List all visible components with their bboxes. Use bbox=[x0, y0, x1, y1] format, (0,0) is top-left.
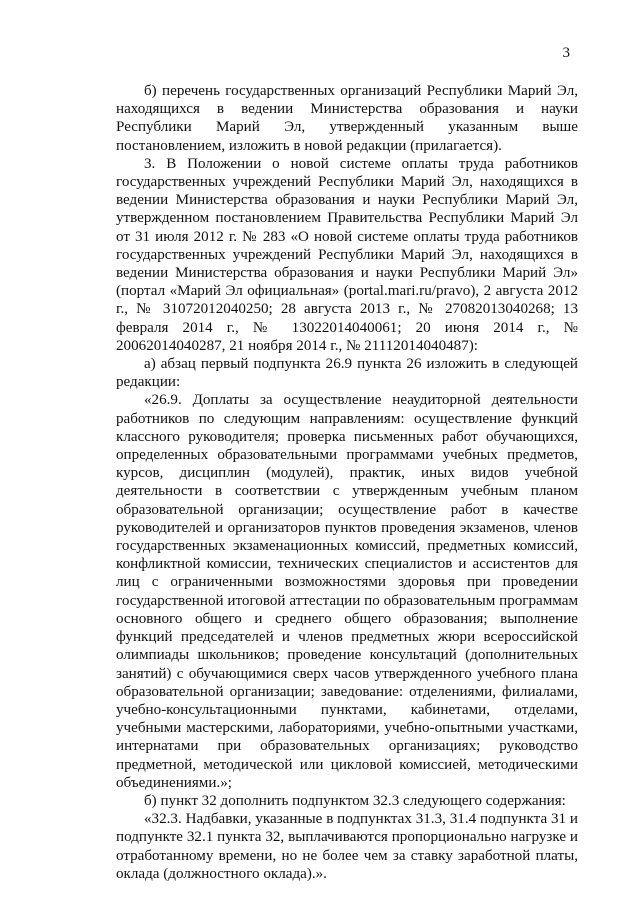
page-number: 3 bbox=[562, 45, 570, 61]
paragraph-quote-32-3: «32.3. Надбавки, указанные в подпунктах 31.3, 31.4 подпункта 31 и подпункте 32.1 пункта 32, выплачиваются пропорционально нагрузке и отработанному времени, но не более чем за ставку заработной платы, оклада (должностного оклада).». bbox=[116, 811, 578, 882]
paragraph-list-item-b: б) перечень государственных организаций Республики Марий Эл, находящихся в ведении Министерства образования и науки Республики Марий Эл, утвержденный указанным выше постановлением, изложить в новой редакции (прилагается). bbox=[116, 83, 578, 154]
paragraph-item-a: а) абзац первый подпункта 26.9 пункта 26 изложить в следующей редакции: bbox=[116, 356, 578, 391]
paragraph-item-b: б) пункт 32 дополнить подпунктом 32.3 следующего содержания: bbox=[144, 792, 566, 809]
paragraph-section-3: 3. В Положении о новой системе оплаты труда работников государственных учреждений Республики Марий Эл, находящихся в ведении Министерства образования и науки Республики Марий Эл, утвержденном постановлением Правительства Республики Марий Эл от 31 июля 2012 г. № 283 «О новой системе оплаты труда работников государственных учреждений Республики Марий Эл, находящихся в ведении Министерства образования и науки Республики Марий Эл» (портал «Марий Эл официальная» (portal.mari.ru/pravo), 2 августа 2012 г., № 31072012040250; 28 августа 2013 г., № 27082013040268; 13 февраля 2014 г., № 13022014040061; 20 июня 2014 г., № 20062014040287, 21 ноября 2014 г., № 21112014040487): bbox=[116, 155, 578, 354]
paragraph-quote-26-9: «26.9. Доплаты за осуществление неаудиторной деятельности работников по следующим направлениям: осуществление функций классного руководителя; проверка письменных работ обучающихся, определенных образовательными программами учебных предметов, курсов, дисциплин (модулей), практик, иных видов учебной деятельности в соответствии с утвержденным учебным планом образовательной организации; осуществление работ в качестве руководителей и организаторов пунктов проведения экзаменов, членов государственных экзаменационных комиссий, предметных комиссий, конфликтной комиссии, технических специалистов и ассистентов для лиц с ограниченными возможностями здоровья при проведении государственной итоговой аттестации по образовательным программам основного общего и среднего общего образования; выполнение функций председателей и членов предметных жюри всероссийской олимпиады школьников; проведение консультаций (дополнительных занятий) с обучающимися сверх часов утвержденного учебного плана образовательной организации; заведование: отделениями, филиалами, учебно-консультационными пунктами, кабинетами, отделами, учебными мастерскими, лабораториями, учебно-опытными участками, интернатами при образовательных организациях; руководство предметной, методической или цикловой комиссией, методическими объединениями.»; bbox=[116, 392, 578, 791]
document-body bbox=[116, 82, 578, 883]
